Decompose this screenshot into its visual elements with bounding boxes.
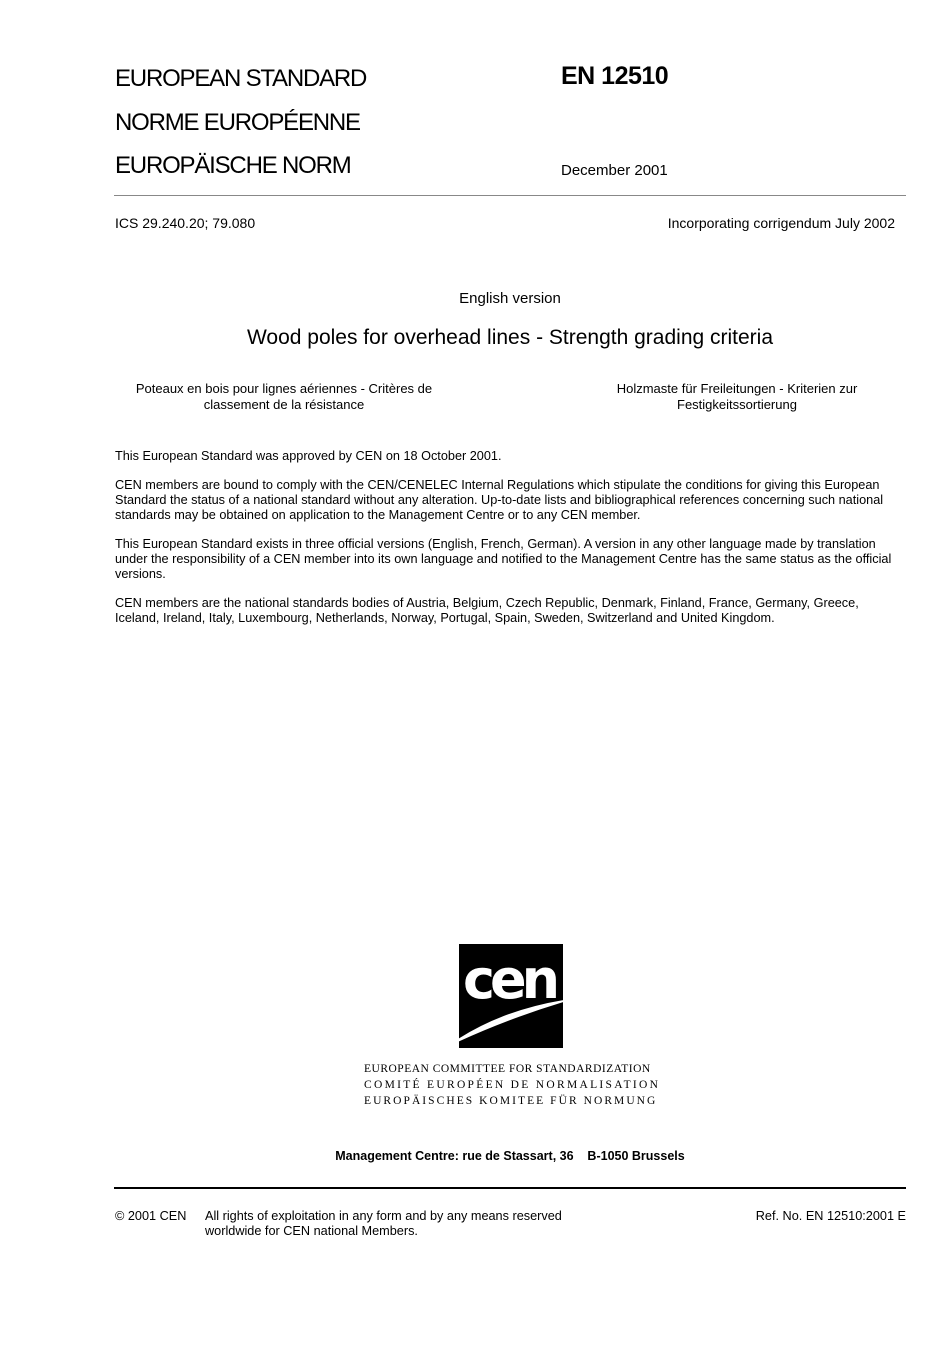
header-divider <box>114 195 906 196</box>
committee-name-en: EUROPEAN COMMITTEE FOR STANDARDIZATION <box>364 1063 651 1075</box>
approval-paragraph: This European Standard was approved by CEN on 18 October 2001. <box>115 449 502 463</box>
corrigendum-note: Incorporating corrigendum July 2002 <box>667 215 895 231</box>
publication-date: December 2001 <box>561 162 668 179</box>
document-title: Wood poles for overhead lines - Strength grading criteria <box>246 326 774 349</box>
committee-name-de: EUROPÄISCHES KOMITEE FÜR NORMUNG <box>364 1095 658 1107</box>
reference-number: Ref. No. EN 12510:2001 E <box>755 1209 906 1223</box>
versions-paragraph: This European Standard exists in three official versions (English, French, German). A version in any other language made by translation under the responsibility of a CEN member into its own language and notified to the Management Centre has the same status as the official versions. <box>115 537 892 581</box>
cen-logo <box>459 944 563 1048</box>
footer-divider <box>114 1187 906 1189</box>
management-centre-address: Management Centre: rue de Stassart, 36 B-1050 Brussels <box>335 1149 685 1163</box>
language-version: English version <box>459 290 561 307</box>
members-paragraph: CEN members are the national standards bodies of Austria, Belgium, Czech Republic, Denmark, Finland, France, Germany, Greece, Iceland, Ireland, Italy, Luxembourg, Netherlands, Norway, Portugal, Spain, Sweden, Switzerland and United Kingdom. <box>115 596 859 625</box>
standard-title-de: EUROPÄISCHE NORM <box>115 152 351 179</box>
standard-number: EN 12510 <box>561 62 669 90</box>
standard-title-fr: NORME EUROPÉENNE <box>115 109 360 136</box>
compliance-paragraph: CEN members are bound to comply with the CEN/CENELEC Internal Regulations which stipulate the conditions for giving this European Standard the status of a national standard without any alteration. Up-to-date lists and bibliographical references concerning such national standards may be obtained on application to the Management Centre or to any CEN member. <box>115 478 884 522</box>
cen-logo-graphic <box>459 944 563 1048</box>
standard-title-en: EUROPEAN STANDARD <box>115 65 367 92</box>
cen-logo-text: cen <box>462 948 556 1011</box>
committee-names <box>364 1061 664 1109</box>
rights-statement: All rights of exploitation in any form and by any means reserved worldwide for CEN national Members. <box>205 1209 562 1238</box>
committee-name-fr: COMITÉ EUROPÉEN DE NORMALISATION <box>364 1079 661 1091</box>
ics-codes: ICS 29.240.20; 79.080 <box>115 215 256 231</box>
copyright-notice: © 2001 CEN <box>115 1209 187 1223</box>
title-french: Poteaux en bois pour lignes aériennes - Critères de classement de la résistance <box>135 381 433 412</box>
title-german: Holzmaste für Freileitungen - Kriterien zur Festigkeitssortierung <box>616 381 858 412</box>
